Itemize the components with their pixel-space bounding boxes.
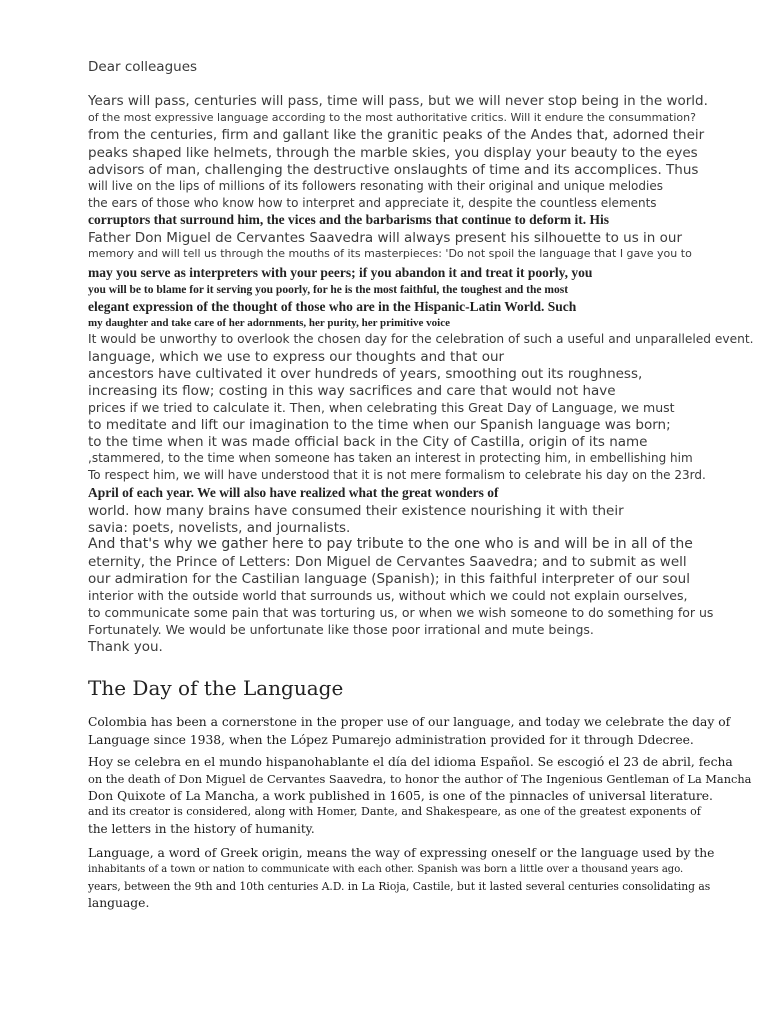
section-line: Language, a word of Greek origin, means the way of expressing oneself or the language used by the <box>88 846 715 860</box>
letter-line: eternity, the Prince of Letters: Don Miguel de Cervantes Saavedra; and to submit as well <box>88 554 687 570</box>
letter-line: will live on the lips of millions of its followers resonating with their original and unique melodies <box>88 179 663 193</box>
letter-line: to meditate and lift our imagination to the time when our Spanish language was born; <box>88 417 671 433</box>
letter-line: increasing its flow; costing in this way sacrifices and care that would not have <box>88 383 616 399</box>
letter-line: interior with the outside world that surrounds us, without which we could not explain ourselves, <box>88 588 688 603</box>
letter-line: world. how many brains have consumed their existence nourishing it with their <box>88 503 624 519</box>
letter-line: you will be to blame for it serving you poorly, for he is the most faithful, the toughest and the most <box>88 284 569 296</box>
section-line: years, between the 9th and 10th centuries A.D. in La Rioja, Castile, but it lasted several centuries consolidating as <box>88 880 711 893</box>
letter-greeting: Dear colleagues <box>88 59 198 75</box>
section-line: Colombia has been a cornerstone in the proper use of our language, and today we celebrate the day of <box>88 715 731 729</box>
section-line: language. <box>88 896 150 910</box>
letter-line: Father Don Miguel de Cervantes Saavedra will always present his silhouette to us in our <box>88 230 683 246</box>
letter-line: Thank you. <box>88 639 163 655</box>
letter-line: savia: poets, novelists, and journalists. <box>88 520 351 536</box>
letter-line: may you serve as interpreters with your peers; if you abandon it and treat it poorly, you <box>88 265 593 280</box>
letter-line: our admiration for the Castilian language (Spanish); in this faithful interpreter of our soul <box>88 571 690 587</box>
letter-line: And that's why we gather here to pay tribute to the one who is and will be in all of the <box>88 536 693 552</box>
letter-line: from the centuries, firm and gallant like the granitic peaks of the Andes that, adorned their <box>88 127 705 143</box>
letter-line: memory and will tell us through the mouths of its masterpieces: 'Do not spoil the language that I gave you to <box>88 247 692 260</box>
letter-line: peaks shaped like helmets, through the marble skies, you display your beauty to the eyes <box>88 145 698 161</box>
letter-line: to communicate some pain that was torturing us, or when we wish someone to do something for us <box>88 605 714 620</box>
section-line: Don Quixote of La Mancha, a work published in 1605, is one of the pinnacles of universal literature. <box>88 789 713 803</box>
letter-line: elegant expression of the thought of those who are in the Hispanic-Latin World. Such <box>88 299 577 314</box>
letter-line: language, which we use to express our thoughts and that our <box>88 349 505 365</box>
section-line: Language since 1938, when the López Pumarejo administration provided for it through Ddecree. <box>88 733 694 747</box>
section-line: inhabitants of a town or nation to communicate with each other. Spanish was born a little over a thousand years ago. <box>88 864 684 875</box>
letter-line: Fortunately. We would be unfortunate like those poor irrational and mute beings. <box>88 622 594 637</box>
section-line: Hoy se celebra en el mundo hispanohablante el día del idioma Español. Se escogió el 23 de abril, fecha <box>88 755 733 769</box>
letter-line: ,stammered, to the time when someone has taken an interest in protecting him, in embellishing him <box>88 451 693 465</box>
letter-line: to the time when it was made official back in the City of Castilla, origin of its name <box>88 434 648 450</box>
letter-line: corruptors that surround him, the vices and the barbarisms that continue to deform it. His <box>88 212 609 227</box>
section-title: The Day of the Language <box>88 676 344 700</box>
section-line: the letters in the history of humanity. <box>88 822 315 836</box>
letter-line: my daughter and take care of her adornments, her purity, her primitive voice <box>88 317 450 329</box>
letter-line: the ears of those who know how to interpret and appreciate it, despite the countless elements <box>88 196 657 210</box>
letter-line: April of each year. We will also have realized what the great wonders of <box>88 485 499 500</box>
section-line: and its creator is considered, along with Homer, Dante, and Shakespeare, as one of the greatest exponents of <box>88 805 701 818</box>
letter-line: It would be unworthy to overlook the chosen day for the celebration of such a useful and unparalleled event. <box>88 332 754 346</box>
letter-line: advisors of man, challenging the destructive onslaughts of time and its accomplices. Thus <box>88 162 699 178</box>
letter-line: Years will pass, centuries will pass, time will pass, but we will never stop being in the world. <box>88 93 708 109</box>
section-line: on the death of Don Miguel de Cervantes Saavedra, to honor the author of The Ingenious Gentleman of La Mancha <box>88 772 752 786</box>
letter-line: prices if we tried to calculate it. Then, when celebrating this Great Day of Language, we must <box>88 400 675 415</box>
letter-line: To respect him, we will have understood that it is not mere formalism to celebrate his day on the 23rd. <box>88 468 706 482</box>
letter-line: of the most expressive language according to the most authoritative critics. Will it endure the consummation? <box>88 111 696 124</box>
letter-line: ancestors have cultivated it over hundreds of years, smoothing out its roughness, <box>88 366 643 382</box>
